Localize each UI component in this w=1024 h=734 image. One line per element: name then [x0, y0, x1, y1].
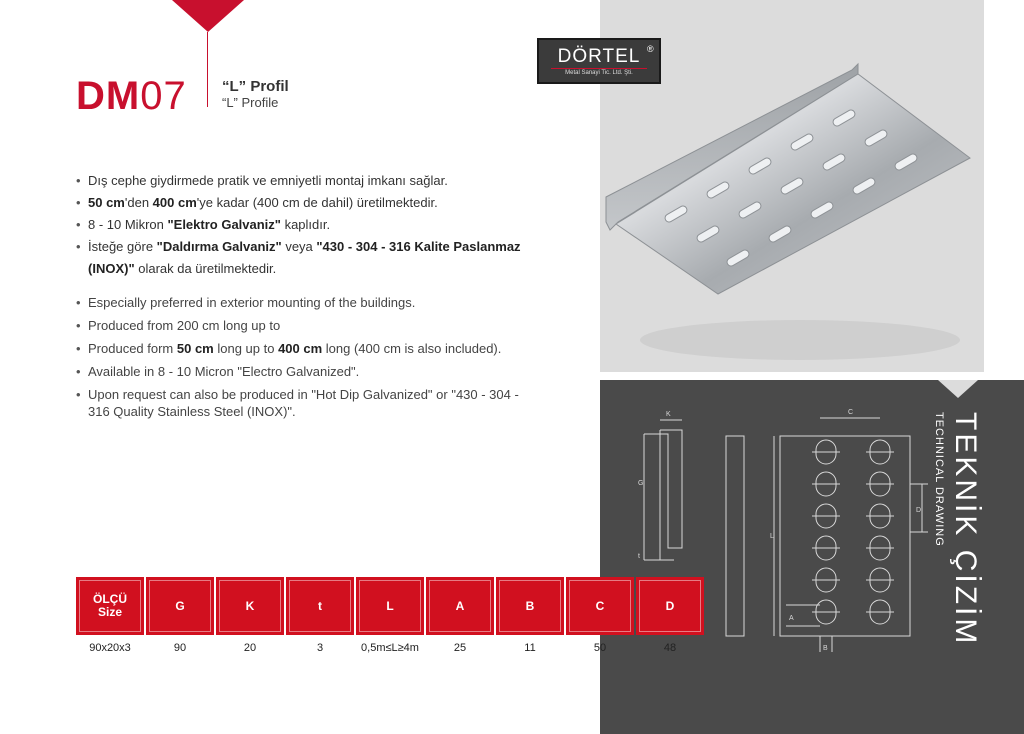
product-code-number: 07: [140, 74, 187, 118]
value-cell: 90: [173, 642, 187, 654]
bullet-text: 400 cm: [278, 341, 323, 356]
header-cell-a: [426, 577, 494, 635]
feature-en-item: [76, 317, 536, 334]
value-cell: 0,5m≤L≥4m: [361, 642, 419, 654]
header-cell-c: [566, 577, 634, 635]
header-cell-k: [216, 577, 284, 635]
drawing-title-tr: TEKNİK ÇİZİM: [949, 412, 982, 647]
value-cell: 11: [524, 642, 536, 654]
value-cell: 3: [316, 642, 324, 654]
header-label: D: [665, 598, 675, 613]
feature-tr-item: [76, 192, 536, 214]
brand-tagline: Metal Sanayi Tic. Ltd. Şti.: [565, 70, 633, 76]
feature-en-item: [76, 294, 536, 311]
bullet-text: 50 cm: [88, 195, 125, 210]
dim-label-d: D: [916, 507, 922, 514]
dim-label-l: L: [770, 533, 774, 540]
header-label: A: [455, 598, 465, 613]
drawing-title-en: TECHNICAL DRAWING: [933, 412, 945, 547]
bullet-text: 'ye kadar (400 cm de dahil) üretilmektedir.: [196, 195, 438, 210]
dim-label-b: B: [823, 645, 828, 652]
photo-shadow: [640, 320, 960, 360]
top-red-notch: [172, 0, 244, 32]
features-list-en: [76, 294, 536, 426]
bullet-text: 'den: [124, 195, 153, 210]
drawing-notch: [938, 380, 978, 402]
bullet-text: Dış cephe giydirmede pratik ve emniyetli montaj imkanı sağlar.: [88, 173, 448, 188]
product-name-tr: “L” Profil: [222, 78, 289, 95]
brand-name: DÖRTEL: [557, 46, 641, 67]
bullet-text: Produced from 200 cm long up to: [88, 318, 281, 333]
bullet-text: 8 - 10 Mikron: [88, 217, 168, 232]
bullet-text: long up to: [213, 341, 279, 356]
feature-tr-item: [76, 170, 536, 192]
header-cell-g: [146, 577, 214, 635]
feature-en-item: [76, 363, 536, 380]
header-label: B: [525, 598, 535, 613]
bullet-text: Produced form: [88, 341, 177, 356]
header-label: L: [386, 598, 394, 613]
value-cell: 20: [243, 642, 257, 654]
feature-en-item: [76, 386, 536, 420]
technical-drawing-title: [933, 410, 996, 660]
header-cell-d: [636, 577, 704, 635]
l-profile-photo: [606, 62, 976, 302]
header-label: C: [595, 598, 605, 613]
header-cell-b: [496, 577, 564, 635]
header-label: K: [245, 598, 255, 613]
bullet-text: "Elektro Galvaniz": [167, 217, 281, 232]
brand-underline: [551, 68, 647, 69]
product-name-en: “L” Profile: [222, 95, 279, 110]
size-label-tr: ÖLÇÜ: [93, 592, 127, 606]
dim-label-g: G: [638, 480, 644, 487]
dim-label-t: t: [638, 553, 640, 560]
bullet-text: Upon request can also be produced in "Hot Dip Galvanized" or "430 - 304 - 316 Quality Stainless Steel (INOX)".: [88, 387, 519, 419]
header-label: G: [175, 598, 185, 613]
feature-en-item: [76, 340, 536, 357]
notch-line: [207, 32, 208, 107]
size-table-values: [76, 637, 704, 659]
registered-mark: ®: [647, 44, 654, 54]
bullet-text: kaplıdır.: [280, 217, 331, 232]
bullet-text: "430 - 304 - 316 Kalite Paslanmaz (INOX)": [88, 239, 521, 276]
size-table: [76, 577, 704, 659]
bullet-text: "Daldırma Galvaniz": [156, 239, 282, 254]
header-cell-t: [286, 577, 354, 635]
bullet-text: olarak da üretilmektedir.: [134, 261, 277, 276]
value-cell: 48: [663, 642, 677, 654]
bullet-text: İsteğe göre: [88, 239, 157, 254]
bullet-text: 400 cm: [152, 195, 197, 210]
size-table-header: [76, 577, 704, 635]
bullet-text: Available in 8 - 10 Micron "Electro Galvanized".: [88, 364, 360, 379]
size-label-en: Size: [97, 605, 122, 619]
feature-tr-item: [76, 214, 536, 236]
value-cell: 25: [453, 642, 467, 654]
header-label: t: [318, 598, 322, 613]
dim-label-a: A: [789, 615, 794, 622]
bullet-text: long (400 cm is also included).: [322, 341, 502, 356]
size-header-cell: [76, 577, 144, 635]
value-cell: 50: [593, 642, 607, 654]
product-code-letters: DM: [76, 74, 141, 118]
value-cell: 90x20x3: [89, 642, 131, 654]
product-code: [76, 74, 187, 118]
bullet-text: veya: [281, 239, 317, 254]
dim-label-c: C: [848, 409, 854, 416]
brand-logo: [537, 38, 661, 84]
dim-label-k: K: [666, 411, 671, 418]
features-list-tr: [76, 170, 536, 280]
bullet-text: 50 cm: [176, 341, 214, 356]
header-cell-l: [356, 577, 424, 635]
bullet-text: Especially preferred in exterior mounting of the buildings.: [88, 295, 416, 310]
feature-tr-item: [76, 236, 536, 280]
